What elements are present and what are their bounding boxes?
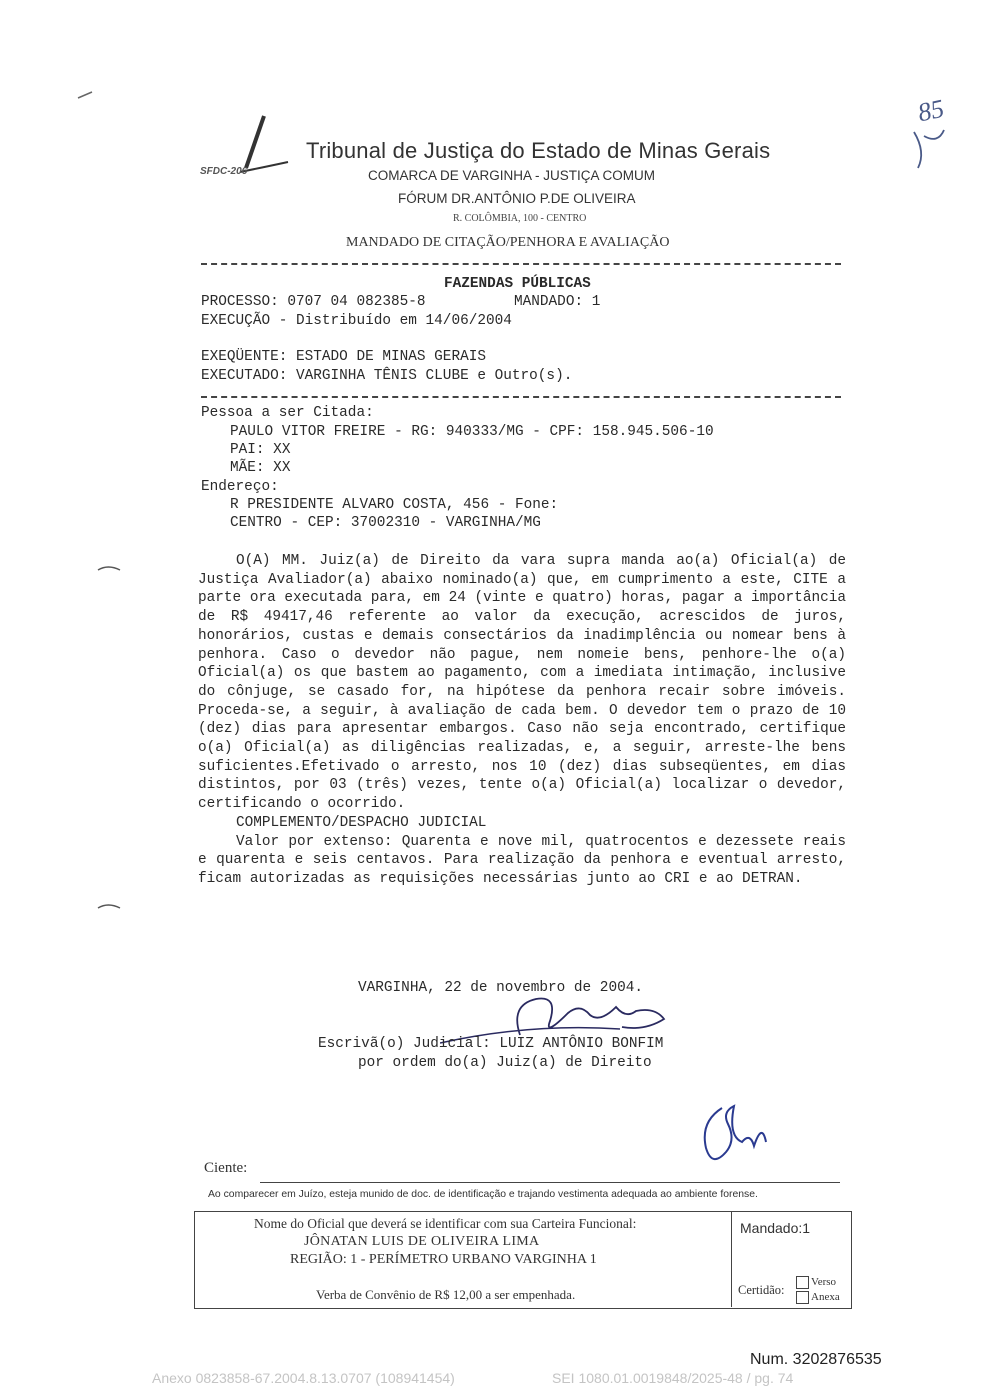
officer-name: JÔNATAN LUIS DE OLIVEIRA LIMA bbox=[304, 1234, 540, 1249]
ciente-signature-line bbox=[260, 1182, 840, 1183]
person-label: Pessoa a ser Citada: bbox=[201, 405, 374, 421]
ordem-line: por ordem do(a) Juiz(a) de Direito bbox=[358, 1055, 652, 1071]
executado-line: EXECUTADO: VARGINHA TÊNIS CLUBE e Outro(s). bbox=[201, 368, 573, 384]
processo-line: PROCESSO: 0707 04 082385-8 bbox=[201, 294, 426, 310]
father-line: PAI: XX bbox=[230, 442, 291, 458]
anexa-checkbox[interactable] bbox=[796, 1291, 809, 1304]
value-paragraph: Valor por extenso: Quarenta e nove mil, quatrocentos e dezessete reais e quarenta e seis centavos. Para realização da penhora e eventual arresto, ficam autorizadas as requisições necessárias junto ao CRI e ao DETRAN. bbox=[198, 833, 846, 887]
dashed-rule-top bbox=[201, 263, 841, 265]
date-line: VARGINHA, 22 de novembro de 2004. bbox=[358, 980, 643, 996]
execucao-line: EXECUÇÃO - Distribuído em 14/06/2004 bbox=[201, 313, 512, 329]
body-text bbox=[198, 552, 846, 889]
certidao-label: Certidão: bbox=[738, 1283, 785, 1297]
anexo-footer: Anexo 0823858-67.2004.8.13.0707 (108941454) bbox=[152, 1370, 455, 1386]
officer-box-divider bbox=[731, 1211, 732, 1307]
comarca-line: COMARCA DE VARGINHA - JUSTIÇA COMUM bbox=[368, 168, 656, 183]
court-name: Tribunal de Justiça do Estado de Minas Gerais bbox=[306, 138, 771, 163]
forum-address: R. COLÔMBIA, 100 - CENTRO bbox=[453, 213, 587, 224]
handwritten-page-number: 85 bbox=[915, 93, 947, 128]
forum-line: FÓRUM DR.ANTÔNIO P.DE OLIVEIRA bbox=[398, 191, 636, 206]
complemento-label: COMPLEMENTO/DESPACHO JUDICIAL bbox=[236, 814, 487, 831]
address-line-1: R PRESIDENTE ALVARO COSTA, 456 - Fone: bbox=[230, 497, 559, 513]
verso-label: Verso bbox=[811, 1276, 837, 1289]
anexa-option bbox=[796, 1291, 840, 1304]
ciente-label: Ciente: bbox=[204, 1160, 248, 1176]
exequente-line: EXEQÜENTE: ESTADO DE MINAS GERAIS bbox=[201, 349, 486, 365]
anexa-label: Anexa bbox=[811, 1291, 840, 1304]
mandado-number: Mandado:1 bbox=[740, 1220, 811, 1236]
verso-checkbox[interactable] bbox=[796, 1276, 809, 1289]
address-line-2: CENTRO - CEP: 37002310 - VARGINHA/MG bbox=[230, 515, 541, 531]
officer-signature bbox=[692, 1092, 782, 1174]
verso-option bbox=[796, 1276, 836, 1289]
person-name-line: PAULO VITOR FREIRE - RG: 940333/MG - CPF: 158.945.506-10 bbox=[230, 424, 714, 440]
sei-footer: SEI 1080.01.0019848/2025-48 / pg. 74 bbox=[552, 1370, 794, 1386]
address-label: Endereço: bbox=[201, 479, 279, 495]
mother-line: MÃE: XX bbox=[230, 460, 291, 476]
sfdc-code: SFDC-206 bbox=[200, 166, 248, 177]
escrivao-line: Escrivã(o) Judicial: LUIZ ANTÔNIO BONFIM bbox=[318, 1036, 664, 1052]
officer-intro: Nome do Oficial que deverá se identificar com sua Carteira Funcional: bbox=[254, 1216, 637, 1231]
court-attire-notice: Ao comparecer em Juízo, esteja munido de doc. de identificação e trajando vestimenta adequada ao ambiente forense. bbox=[208, 1189, 758, 1200]
order-paragraph: O(A) MM. Juiz(a) de Direito da vara supra manda ao(a) Oficial(a) de Justiça Avaliador(a) abaixo nominado(a) que, em cumprimento a este, CITE a parte ora executada para, em 24 (vinte e quatro) horas, pagar a importância de R$ 49417,46 referente ao valor da execução, acrescidos de juros, honorários, custas e demais consectários da inadimplência ou nomear bens à penhora. Caso o devedor não pague, nem nomeie bens, penhore-lhe o(a) Oficial(a) os que bastem ao pagamento, com a imediata intimação, inclusive do cônjuge, se casado for, na hipótese da penhora recair sobre imóveis. Proceda-se, a seguir, à avaliação de cada bem. O devedor tem o prazo de 10 (dez) dias para apresentar embargos. Caso não seja encontrado, certifique o(a) Oficial(a) as diligências realizadas, e, a seguir, arreste-lhe bens suficientes.Efetivado o arresto, nos 10 (dez) dias subseqüentes, em dias distintos, por 03 (três) vezes, tente o(a) Oficial(a) localizar o devedor, certificando o ocorrido. bbox=[198, 553, 846, 813]
document-number: Num. 3202876535 bbox=[750, 1351, 882, 1368]
mandado-line: MANDADO: 1 bbox=[514, 294, 601, 310]
handwritten-mark bbox=[906, 122, 952, 174]
section-title: FAZENDAS PÚBLICAS bbox=[444, 276, 591, 292]
dashed-rule-middle bbox=[201, 396, 841, 398]
officer-region: REGIÃO: 1 - PERÍMETRO URBANO VARGINHA 1 bbox=[290, 1252, 597, 1267]
document-title: MANDADO DE CITAÇÃO/PENHORA E AVALIAÇÃO bbox=[346, 235, 670, 250]
verba-line: Verba de Convênio de R$ 12,00 a ser empenhada. bbox=[316, 1287, 576, 1302]
